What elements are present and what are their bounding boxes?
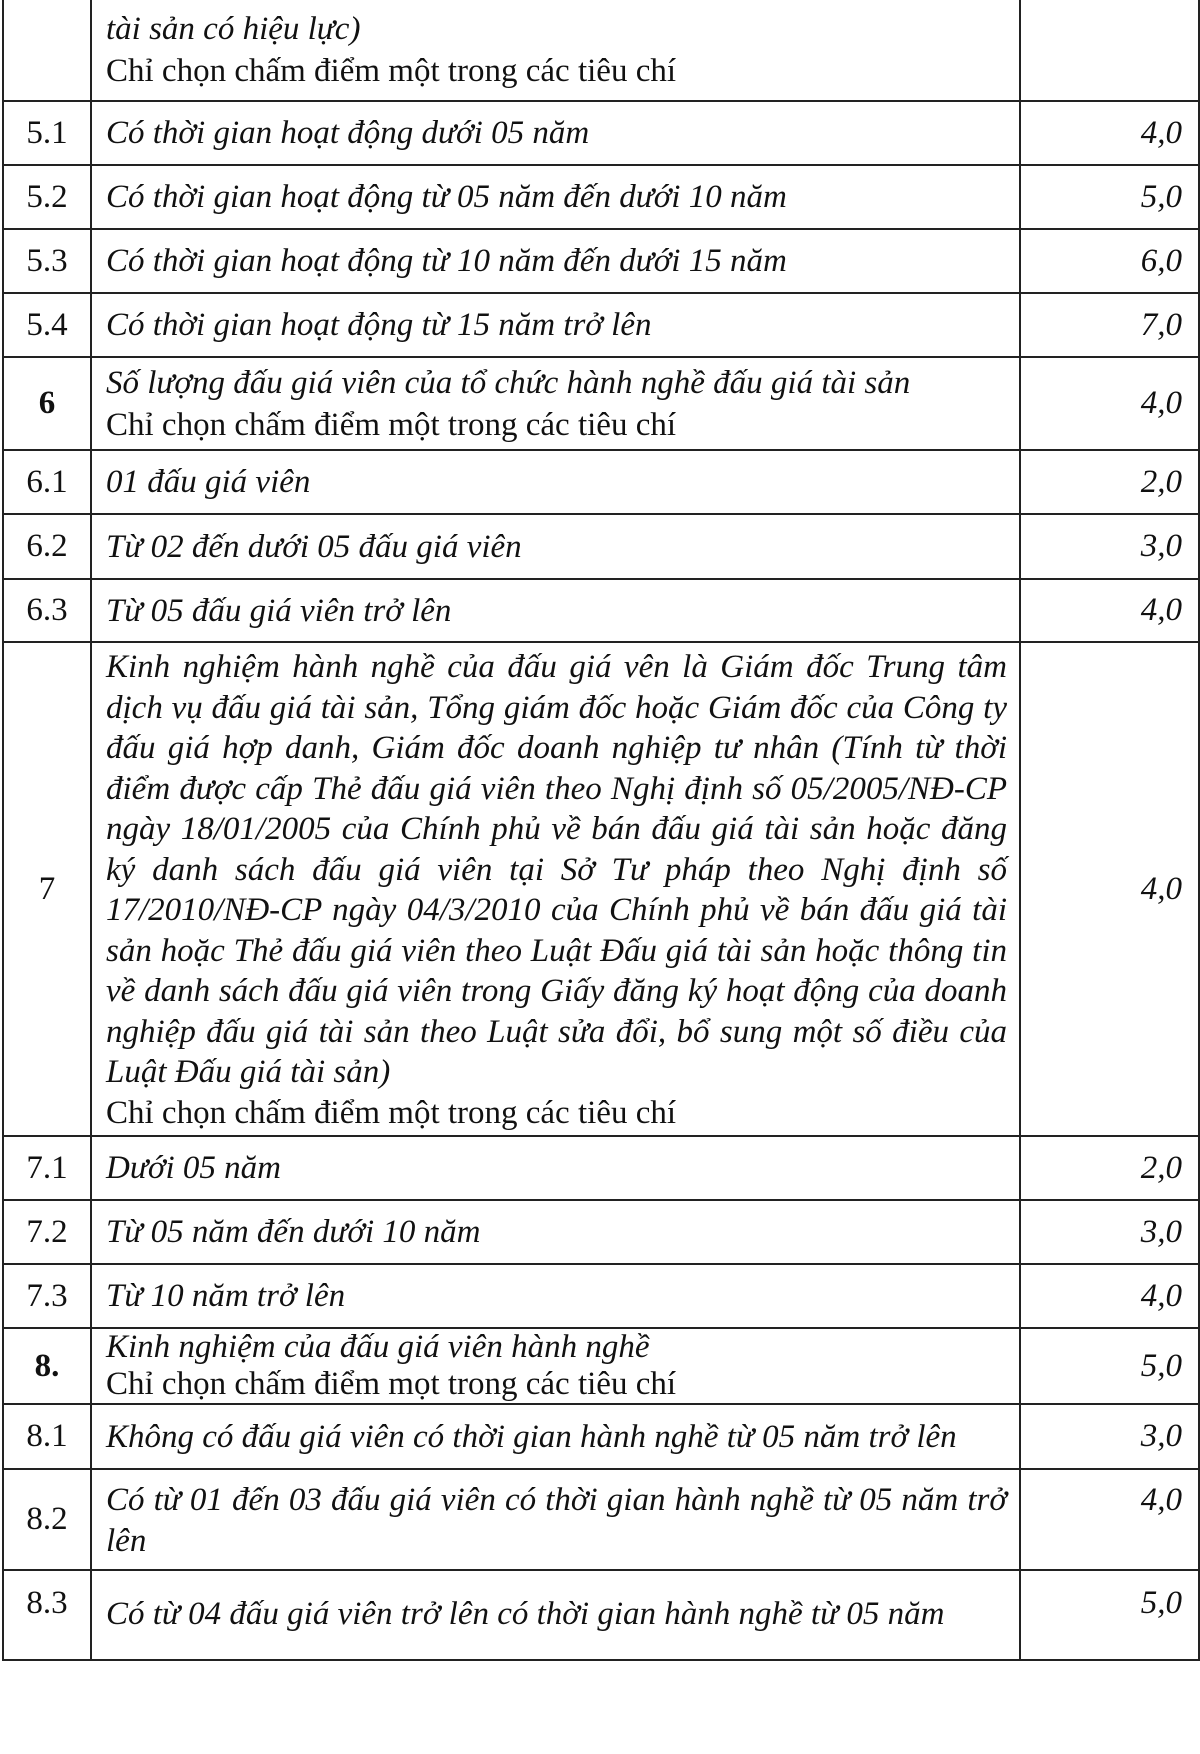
table-row — [3, 514, 1199, 579]
criterion-text: Không có đấu giá viên có thời gian hành nghề từ 05 năm trở lên — [91, 1404, 1020, 1469]
row-number: 5.1 — [3, 101, 91, 165]
criterion-text: Từ 02 đến dưới 05 đấu giá viên — [91, 514, 1020, 579]
row-number: 5.3 — [3, 229, 91, 293]
row-number: 8.3 — [3, 1570, 91, 1660]
criterion-text: Từ 05 năm đến dưới 10 năm — [91, 1200, 1020, 1264]
row-number: 8. — [3, 1328, 91, 1404]
table-row — [3, 1570, 1199, 1660]
score: 2,0 — [1020, 1136, 1199, 1200]
score: 3,0 — [1020, 1404, 1199, 1469]
table-row — [3, 1136, 1199, 1200]
score: 4,0 — [1020, 101, 1199, 165]
table-row — [3, 579, 1199, 642]
score: 4,0 — [1020, 357, 1199, 450]
criterion-note: Chỉ chọn chấm điểm một trong các tiêu chí — [106, 406, 677, 443]
table-row — [3, 1469, 1199, 1570]
row-number: 7.3 — [3, 1264, 91, 1328]
criterion-text: Từ 05 đấu giá viên trở lên — [91, 579, 1020, 642]
criterion-text: Có thời gian hoạt động từ 05 năm đến dưới 10 năm — [91, 165, 1020, 229]
criterion-text: Từ 10 năm trở lên — [91, 1264, 1020, 1328]
criterion-text: Có từ 04 đấu giá viên trở lên có thời gian hành nghề từ 05 năm — [91, 1570, 1020, 1660]
score: 4,0 — [1020, 642, 1199, 1136]
row-number: 7.2 — [3, 1200, 91, 1264]
table-row — [3, 101, 1199, 165]
criterion-heading: Kinh nghiệm của đấu giá viên hành nghề — [106, 1329, 650, 1365]
row-number: 5.2 — [3, 165, 91, 229]
scoring-criteria-table — [2, 0, 1200, 1661]
criterion-note: Chỉ chọn chấm điểm một trong các tiêu chí — [106, 1094, 677, 1131]
score: 7,0 — [1020, 293, 1199, 357]
criterion-text: Có thời gian hoạt động từ 15 năm trở lên — [91, 293, 1020, 357]
criterion-text: Có thời gian hoạt động từ 10 năm đến dưới 15 năm — [91, 229, 1020, 293]
criterion-heading: Số lượng đấu giá viên của tổ chức hành nghề đấu giá tài sản — [106, 364, 911, 401]
row-number: 6 — [3, 357, 91, 450]
score: 4,0 — [1020, 1469, 1199, 1570]
criterion-text: Có từ 01 đến 03 đấu giá viên có thời gian hành nghề từ 05 năm trở lên — [91, 1469, 1020, 1570]
criterion-heading: Kinh nghiệm hành nghề của đấu giá vên là Giám đốc Trung tâm dịch vụ đấu giá tài sản, Tổng giám đốc hoặc Giám đốc của Công ty đấu giá hợp danh, Giám đốc doanh nghiệp tư nhân (Tính từ thời điểm được cấp Thẻ đấu giá viên theo Nghị định số 05/2005/NĐ-CP ngày 18/01/2005 của Chính phủ về bán đấu giá tài sản hoặc đăng ký danh sách đấu giá viên tại Sở Tư pháp theo Nghị định số 17/2010/NĐ-CP ngày 04/3/2010 của Chính phủ về bán đấu giá tài sản hoặc Thẻ đấu giá viên theo Luật Đấu giá tài sản hoặc thông tin về danh sách đấu giá viên trong Giấy đăng ký hoạt động của doanh nghiệp đấu giá tài sản theo Luật sửa đổi, bổ sung một số điều của Luật Đấu giá tài sản) — [106, 649, 1007, 1090]
score: 5,0 — [1020, 165, 1199, 229]
table-row — [3, 1200, 1199, 1264]
row-number: 8.2 — [3, 1469, 91, 1570]
score — [1020, 0, 1199, 101]
criterion-note: Chỉ chọn chấm điểm một trong các tiêu chí — [106, 53, 677, 89]
criterion-line: tài sản có hiệu lực) — [106, 11, 361, 47]
table-row — [3, 293, 1199, 357]
criterion-text: 01 đấu giá viên — [91, 450, 1020, 514]
score: 2,0 — [1020, 450, 1199, 514]
score: 3,0 — [1020, 1200, 1199, 1264]
row-number: 8.1 — [3, 1404, 91, 1469]
score: 5,0 — [1020, 1570, 1199, 1660]
table-row — [3, 1264, 1199, 1328]
table-row — [3, 229, 1199, 293]
table-row — [3, 450, 1199, 514]
row-number: 6.1 — [3, 450, 91, 514]
criterion-text: Có thời gian hoạt động dưới 05 năm — [91, 101, 1020, 165]
score: 3,0 — [1020, 514, 1199, 579]
criterion-note: Chỉ chọn chấm điểm mọt trong các tiêu chí — [106, 1366, 677, 1402]
criterion-text — [91, 357, 1020, 450]
row-number: 6.2 — [3, 514, 91, 579]
criterion-text — [91, 0, 1020, 101]
score: 4,0 — [1020, 1264, 1199, 1328]
row-number — [3, 0, 91, 101]
row-number: 5.4 — [3, 293, 91, 357]
table-row — [3, 357, 1199, 450]
criterion-text — [91, 1328, 1020, 1404]
row-number: 7.1 — [3, 1136, 91, 1200]
table-row — [3, 1328, 1199, 1404]
row-number: 7 — [3, 642, 91, 1136]
score: 6,0 — [1020, 229, 1199, 293]
table-row — [3, 165, 1199, 229]
table-row — [3, 0, 1199, 101]
criterion-text — [91, 642, 1020, 1136]
table-row — [3, 642, 1199, 1136]
score: 4,0 — [1020, 579, 1199, 642]
table-row — [3, 1404, 1199, 1469]
criterion-text: Dưới 05 năm — [91, 1136, 1020, 1200]
score: 5,0 — [1020, 1328, 1199, 1404]
row-number: 6.3 — [3, 579, 91, 642]
